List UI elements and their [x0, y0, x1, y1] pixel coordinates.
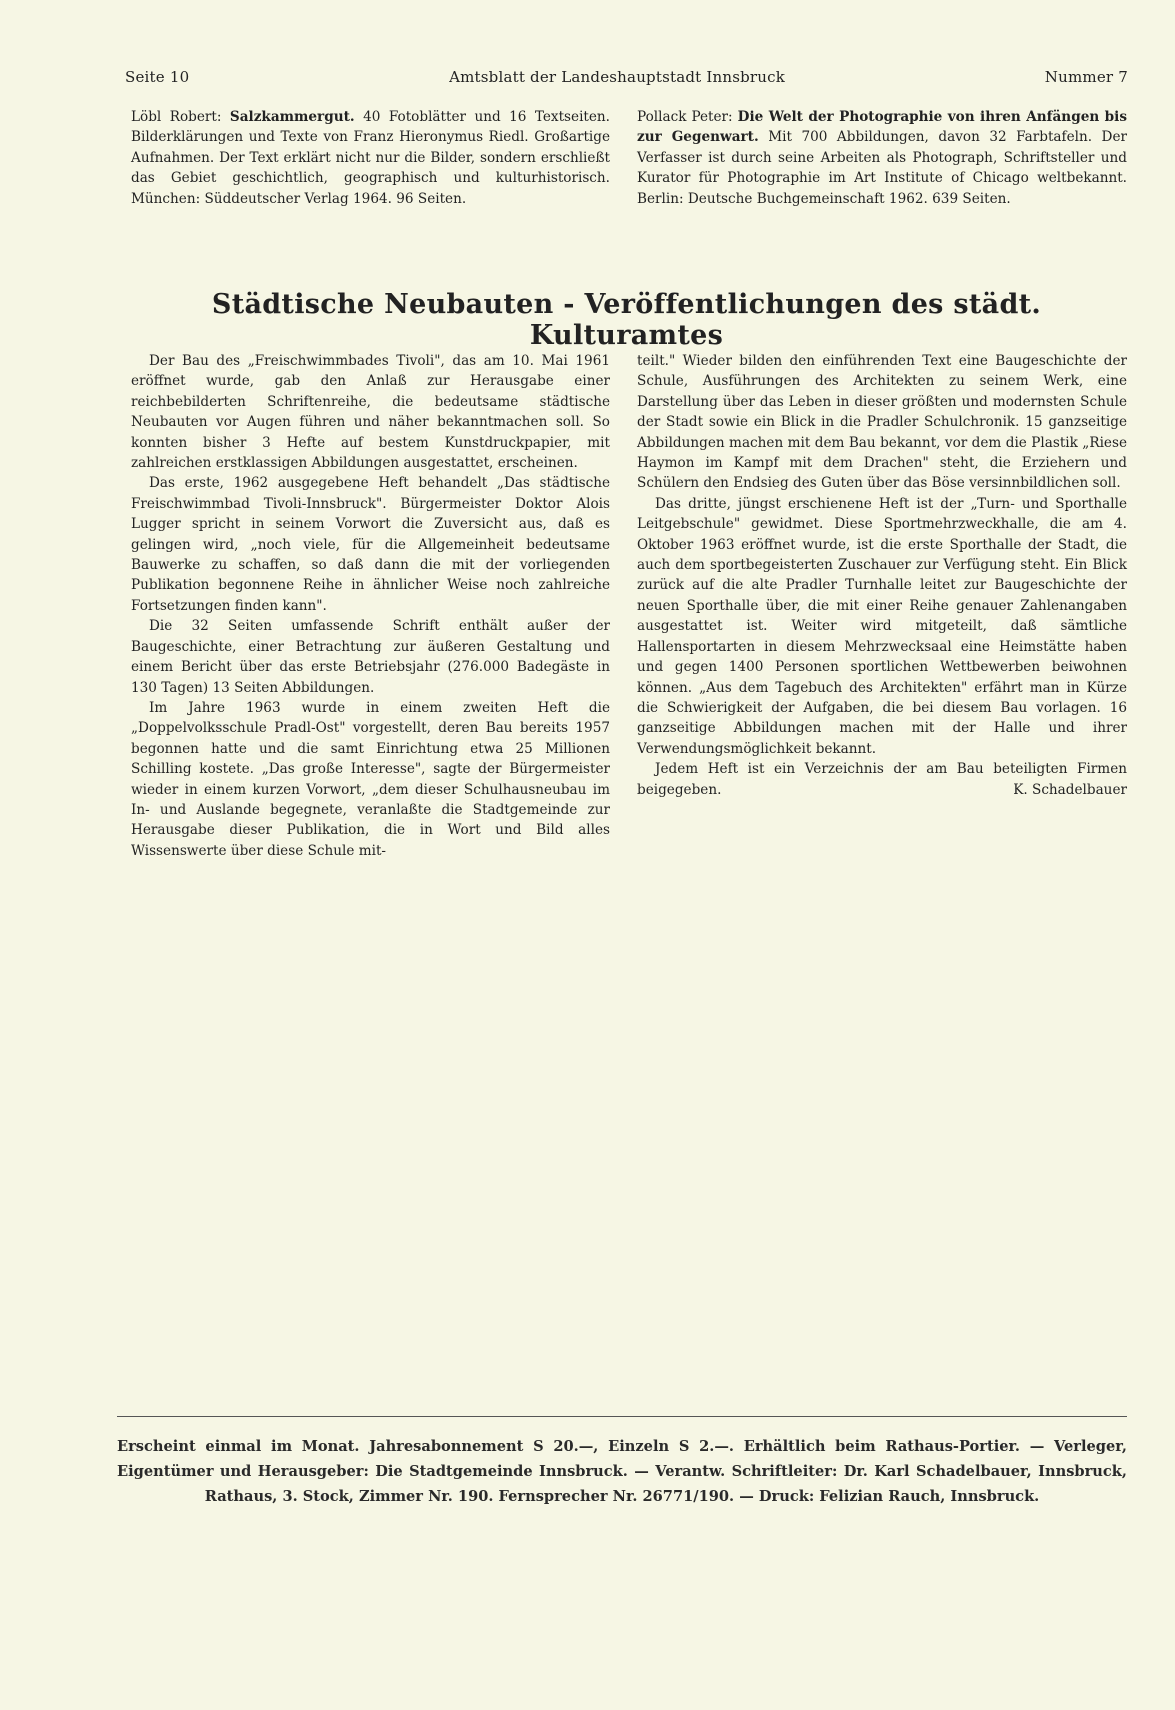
imprint-text: Erscheint einmal im Monat. Jahresabonnement S 20.—, Einzeln S 2.—. Erhältlich beim Rathaus-Portier. — Verleger, Eigentümer und Herausgeber: Die Stadtgemeinde Innsbruck. — Verantw. Schriftleiter: Dr. Karl Schadelbauer, Innsbruck, Rathaus, 3. Stock, Zimmer Nr. 190. Fernsprecher Nr. 26771/190. — Druck: Felizian Rauch, Innsbruck. [117, 1438, 1127, 1505]
imprint-footer [117, 1434, 1127, 1509]
page-header [125, 68, 1128, 86]
article-paragraph: Im Jahre 1963 wurde in einem zweiten Heft die „Doppelvolksschule Pradl-Ost" vorgestellt, deren Bau bereits 1957 begonnen hatte und die samt Einrichtung etwa 25 Millionen Schilling kostete. „Das große Interesse", sagte der Bürgermeister wieder in einem kurzen Vorwort, „dem dieser Schulhausneubau im In- und Auslande begegnete, veranlaßte die Stadtgemeinde zur Herausgabe dieser Publikation, die in Wort und Bild alles Wissenswerte über diese Schule mit- [131, 699, 610, 859]
article-paragraph: Das erste, 1962 ausgegebene Heft behandelt „Das städtische Freischwimmbad Tivoli-Innsbruck". Bürgermeister Doktor Alois Lugger spricht in seinem Vorwort die Zuversicht aus, daß es gelingen wird, „noch viele, für die Allgemeinheit bedeutsame Bauwerke zu schaffen, so daß dann die mit der vorliegenden Publikation begonnene Reihe in ähnlicher Weise noch zahlreiche Fortsetzungen finden kann". [131, 475, 610, 614]
closing-text: Jedem Heft ist ein Verzeichnis der am Bau beteiligten Firmen beigegeben. [637, 761, 1127, 798]
article-column-right [637, 351, 1127, 800]
review-body: 40 Fotoblätter und 16 Textseiten. Bilderklärungen und Texte von Franz Hieronymus Riedl. Großartige Aufnahmen. Der Text erklärt nicht nur die Bilder, sondern erschließt das Gebiet geschichtlich, geographisch und kulturhistorisch. München: Süddeutscher Verlag 1964. 96 Seiten. [131, 109, 611, 207]
article-headline: Städtische Neubauten - Veröffentlichungen des städt. Kulturamtes [211, 289, 1042, 351]
footer-divider [117, 1416, 1127, 1417]
book-review-right [637, 107, 1127, 209]
publication-title: Amtsblatt der Landeshauptstadt Innsbruck [449, 68, 786, 86]
review-entry [131, 107, 610, 209]
article-paragraph: teilt." Wieder bilden den einführenden Text eine Baugeschichte der Schule, Ausführungen des Architekten zu seinem Werk, eine Darstellung über das Leben in dieser größten und modernsten Schule der Stadt sowie ein Blick in die Pradler Schulchronik. 15 ganzseitige Abbildungen machen mit dem Bau bekannt, vor dem die Plastik „Riese Haymon im Kampf mit dem Drachen" steht, die Erziehern und Schülern den Endsieg des Guten über das Böse versinnbildlichen soll. [637, 353, 1127, 492]
page-number: Seite 10 [125, 68, 190, 86]
book-review-left [131, 107, 610, 209]
article-column-left [131, 351, 610, 861]
review-body: Mit 700 Abbildungen, davon 32 Farbtafeln. Der Verfasser ist durch seine Arbeiten als Photograph, Schriftsteller und Kurator für Photographie im Art Institute of Chicago weltbekannt. Berlin: Deutsche Buchgemeinschaft 1962. 639 Seiten. [637, 129, 1127, 207]
article-paragraph: Der Bau des „Freischwimmbades Tivoli", das am 10. Mai 1961 eröffnet wurde, gab den Anlaß zur Herausgabe einer reichbebilderten Schriftenreihe, die bedeutsame städtische Neubauten vor Augen führen und näher bekanntmachen soll. So konnten bisher 3 Hefte auf bestem Kunstdruckpapier, mit zahlreichen erstklassigen Abbildungen ausgestattet, erscheinen. [131, 353, 610, 472]
issue-number: Nummer 7 [1044, 68, 1128, 86]
review-title: Salzkammergut. [229, 109, 355, 125]
article-paragraph: Die 32 Seiten umfassende Schrift enthält außer der Baugeschichte, einer Betrachtung zur äußeren Gestaltung und einem Bericht über das erste Betriebsjahr (276.000 Badegäste in 130 Tagen) 13 Seiten Abbildungen. [131, 618, 610, 696]
author-signature: K. Schadelbauer [1013, 781, 1127, 798]
review-entry [637, 107, 1127, 209]
review-author: Pollack Peter: [637, 109, 733, 125]
review-author: Löbl Robert: [131, 109, 222, 125]
article-closing [637, 759, 1127, 800]
review-title: Die Welt der Photographie von ihren Anfängen bis zur Gegenwart. [637, 109, 1127, 146]
article-paragraph: Das dritte, jüngst erschienene Heft ist der „Turn- und Sporthalle Leitgebschule" gewidmet. Diese Sportmehrzweckhalle, die am 4. Oktober 1963 eröffnet wurde, ist die erste Sporthalle der Stadt, die auch dem sportbegeisterten Zuschauer zur Verfügung steht. Ein Blick zurück auf die alte Pradler Turnhalle leitet zur Baugeschichte der neuen Sporthalle über, die mit einer Reihe genauer Zahlenangaben ausgestattet ist. Weiter wird mitgeteilt, daß sämtliche Hallensportarten in diesem Mehrzwecksaal eine Heimstätte haben und gegen 1400 Personen sportlichen Wettbewerben beiwohnen können. „Aus dem Tagebuch des Architekten" erfährt man in Kürze die Schwierigkeit der Aufgaben, die bei diesem Bau vorlagen. 16 ganzseitige Abbildungen machen mit der Halle und ihrer Verwendungsmöglichkeit bekannt. [637, 495, 1127, 757]
